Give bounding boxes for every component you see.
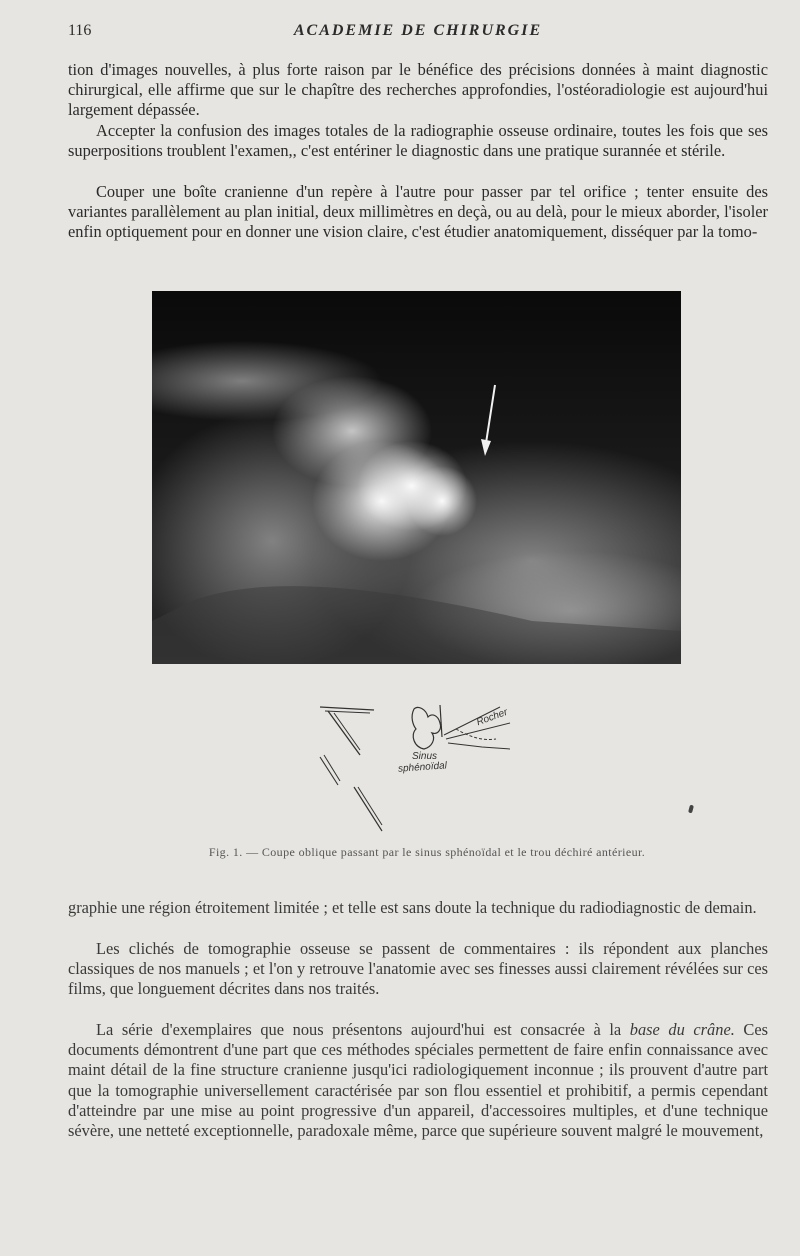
figure-caption: Fig. 1. — Coupe oblique passant par le sinus sphénoïdal et le trou déchiré antérieur.	[208, 845, 646, 859]
page-header	[68, 22, 768, 44]
paragraph-6-end: Ces documents démontrent d'une part que ces méthodes spéciales permettent de faire enfin connaissance avec maint détail de la fine structure cranienne jusqu'ici radiologiquement inconnue ; ils prouvent d'autre part que la tomographie universellement caractérisée par son flou essentiel et prohibitif, a permis cependant d'atteindre par une mise au point progressive d'un appareil, d'accessoires multiples, et d'une technique sévère, une netteté exceptionnelle, paradoxale même, parce que supérieure souvent malgré le mouvement,	[68, 1020, 769, 1141]
paragraph-3: Couper une boîte cranienne d'un repère à l'autre pour passer par tel orifice ; tenter ensuite des variantes parallèlement au plan initial, deux millimètres en deçà, ou au delà, pour le mieux aborder, l'isoler enfin optiquement pour en donner une vision claire, c'est étudier anatomiquement, disséquer par la tomo-	[68, 182, 768, 242]
paragraph-6-italic: base du crâne.	[629, 1020, 735, 1039]
schema-label-rocher: Rocher	[475, 706, 510, 729]
page-number: 116	[68, 22, 92, 39]
schema-label-sinus: Sinus	[412, 751, 438, 762]
paragraph-6-start: La série d'exemplaires que nous présentons aujourd'hui est consacrée à la	[96, 1020, 630, 1039]
paragraph-4: graphie une région étroitement limitée ; et telle est sans doute la technique du radiodiagnostic de demain.	[68, 898, 757, 917]
paragraph-5: Les clichés de tomographie osseuse se passent de commentaires : ils répondent aux planches classiques de nos manuels ; et l'on y retrouve l'anatomie avec ses finesses aussi clairement révélées sur ces films, que longuement décrites dans nos traités.	[68, 939, 768, 999]
ink-mark	[688, 805, 694, 814]
running-title: ACADEMIE DE CHIRURGIE	[293, 22, 543, 39]
paragraph-6	[68, 1020, 768, 1141]
paragraph-1: tion d'images nouvelles, à plus forte raison par le bénéfice des précisions données à maint diagnostic chirurgical, elle affirme que sur le chapître des recherches approfondies, l'ostéoradiologie est aujourd'hui largement dépassée.	[68, 60, 768, 120]
paragraph-2: Accepter la confusion des images totales de la radiographie osseuse ordinaire, toutes les fois que ses superpositions troublent l'examen,, c'est entériner le diagnostic dans une pratique surannée et stérile.	[68, 121, 768, 161]
schema-label-sphenoidal: sphénoïdal	[397, 760, 448, 775]
radiograph-image	[152, 291, 681, 664]
